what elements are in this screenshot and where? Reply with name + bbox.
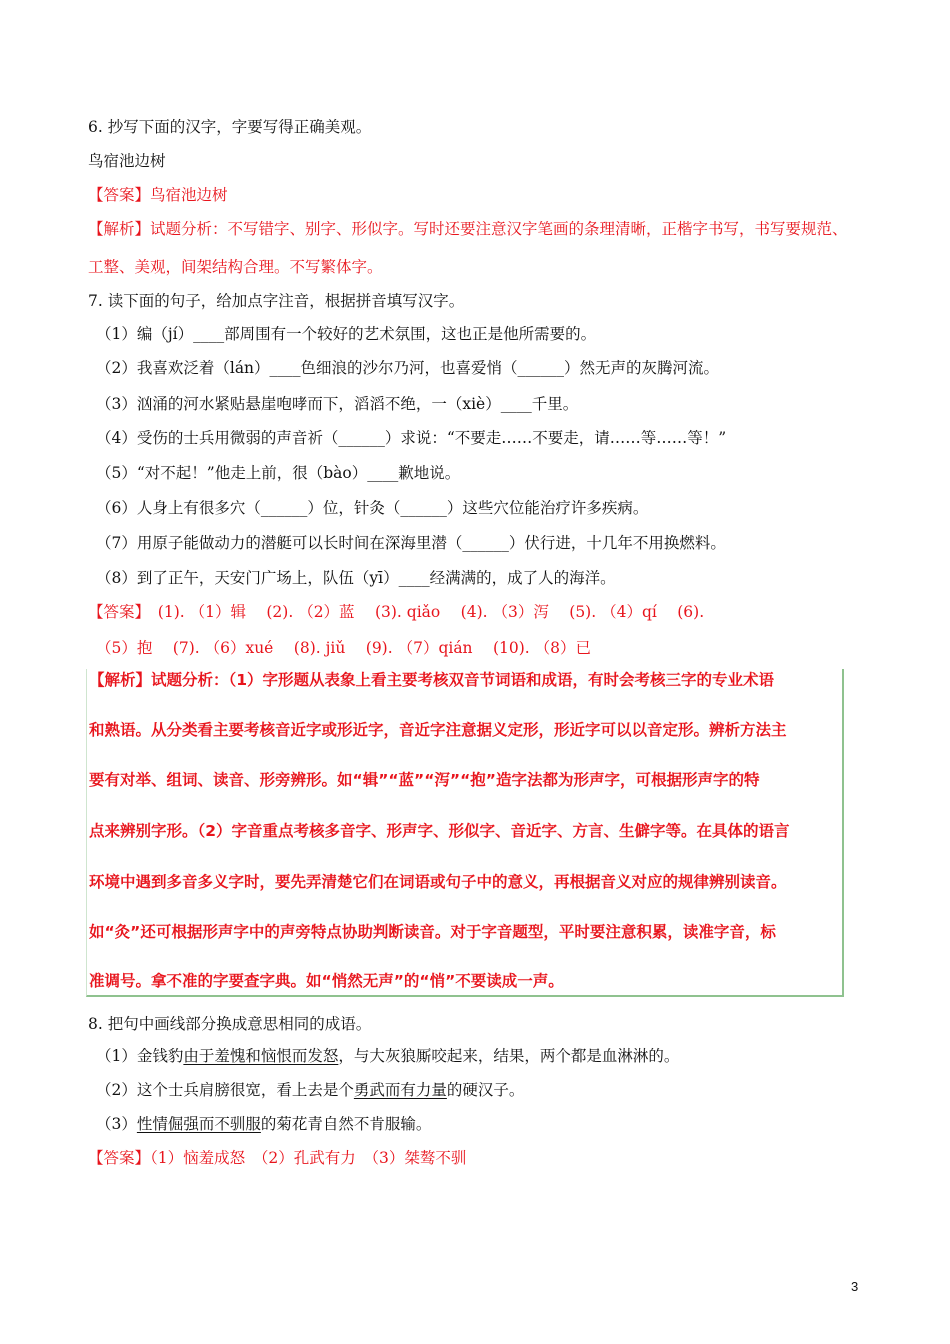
q7-item-1: （1）编（jí）____部周围有一个较好的艺术氛围，这也正是他所需要的。 [96,325,597,343]
q8-item-1-pre: （1）金钱豹 [96,1047,184,1065]
q6-answer [88,184,228,206]
analysis-line: 准调号。拿不准的字要查字典。如“悄然无声”的“悄”不要读成一声。 [89,972,564,990]
answer-tag: 【答案】 [88,603,143,621]
q8-item-2-pre: （2）这个士兵肩膀很宽，看上去是个 [96,1081,354,1099]
analysis-line: 和熟语。从分类看主要考核音近字或形近字，音近字注意据义定形，形近字可以以音定形。辨析方法主 [89,721,787,739]
q7-answer-line-2: （5）抱 (7). （6）xué (8). jiǔ (9). （7）qián (10). （8）已 [96,639,592,657]
q7-item-6: （6）人身上有很多穴（______）位，针灸（______）这些穴位能治疗许多疾病。 [96,499,649,517]
answer-text: (1). （1）辑 (2). （2）蓝 (3). qiǎo (4). （3）泻 (5). （4）qí (6). [157,603,705,621]
analysis-text: 试题分析：不写错字、别字、形似字。写时还要注意汉字笔画的条理清晰，正楷字书写，书写要规范、 [150,220,848,238]
q7-answer-line-1 [88,601,704,623]
q8-item-1-post: ，与大灰狼厮咬起来，结果，两个都是血淋淋的。 [338,1047,680,1065]
q7-item-5: （5）“对不起！”他走上前，很（bào）____歉地说。 [96,464,461,482]
q8-item-1 [96,1045,679,1067]
analysis-tag: 【解析】 [88,220,151,238]
q8-item-3 [96,1113,431,1135]
q8-item-2-underlined: 勇武而有力量 [353,1081,447,1099]
q8-item-3-post: 的菊花青自然不肯服输。 [260,1115,432,1133]
answer-tag: 【答案】 [88,1149,151,1167]
q8-item-3-pre: （3） [96,1115,137,1133]
q7-item-2: （2）我喜欢泛着（lán）____色细浪的沙尔乃河，也喜爱悄（______）然无声的灰腾河流。 [96,359,720,377]
q8-item-2-post: 的硬汉子。 [446,1081,525,1099]
q7-item-8: （8）到了正午，天安门广场上，队伍（yī）____经满满的，成了人的海洋。 [96,569,616,587]
q8-item-3-underlined: 性情倔强而不驯服 [136,1115,261,1133]
answer-text: （1）恼羞成怒 （2）孔武有力 （3）桀骜不驯 [150,1149,467,1167]
analysis-line: 环境中遇到多音多义字时，要先弄清楚它们在词语或句子中的意义，再根据音义对应的规律辨别读音。 [89,873,787,891]
page-number: 3 [851,1279,859,1294]
q6-analysis-line-2: 工整、美观，间架结构合理。不写繁体字。 [88,258,383,276]
analysis-line: 如“灸”还可根据形声字中的声旁特点协助判断读音。对于字音题型，平时要注意积累，读准字音，标 [89,923,776,941]
answer-text: 鸟宿池边树 [150,186,228,204]
q7-item-3: （3）汹涌的河水紧贴悬崖咆哮而下，滔滔不绝，一（xiè）____千里。 [96,395,579,413]
analysis-line: 【解析】试题分析：（1）字形题从表象上看主要考核双音节词语和成语，有时会考核三字的专业术语 [89,671,775,689]
analysis-line: 要有对举、组词、读音、形旁辨形。如“辑”“蓝”“泻”“抱”造字法都为形声字，可根据形声字的特 [89,771,760,789]
q6-analysis-line-1 [88,218,848,240]
q8-item-1-underlined: 由于羞愧和恼恨而发怒 [183,1047,339,1065]
q7-item-4: （4）受伤的士兵用微弱的声音祈（______）求说：“不要走……不要走，请……等……等！” [96,429,727,447]
q8-answer [88,1147,466,1169]
q7-title: 7. 读下面的句子，给加点字注音，根据拼音填写汉字。 [88,292,465,310]
q7-analysis-box [86,669,844,997]
answer-tag: 【答案】 [88,186,151,204]
q8-title: 8. 把句中画线部分换成意思相同的成语。 [88,1015,372,1033]
q6-text: 鸟宿池边树 [88,152,166,170]
q7-item-7: （7）用原子能做动力的潜艇可以长时间在深海里潜（______）伏行进，十几年不用换燃料。 [96,534,726,552]
q6-title: 6. 抄写下面的汉字，字要写得正确美观。 [88,118,372,136]
q8-item-2 [96,1079,524,1101]
analysis-line: 点来辨别字形。（2）字音重点考核多音字、形声字、形似字、音近字、方言、生僻字等。在具体的语言 [89,822,790,840]
